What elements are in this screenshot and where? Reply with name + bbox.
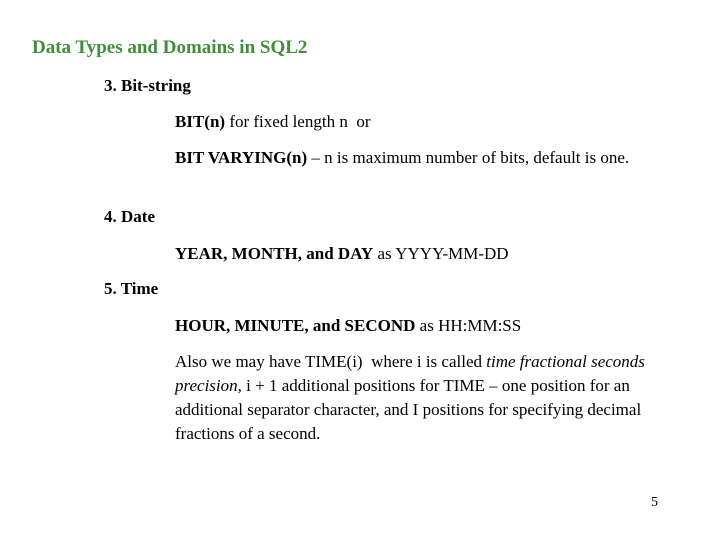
bit-fixed-line <box>175 110 670 134</box>
date-as: as <box>373 244 396 263</box>
time-heading: 5. Time <box>104 279 159 298</box>
date-format-line <box>175 242 670 266</box>
time-precision-term: time fractional seconds precision, <box>175 352 645 395</box>
page-number: 5 <box>651 495 658 510</box>
time-format-line <box>175 314 670 338</box>
date-heading: 4. Date <box>104 207 155 226</box>
bit-fixed-code: BIT(n) <box>175 112 226 131</box>
bit-fixed-text: for fixed length n or <box>225 112 371 131</box>
slide-title: Data Types and Domains in SQL2 <box>32 37 308 58</box>
bit-varying-code: BIT VARYING(n) <box>175 148 308 167</box>
time-as: as <box>415 316 439 335</box>
bit-varying-text: – n is maximum number of bits, default is one. <box>307 148 630 167</box>
date-format: YYYY-MM-DD <box>395 244 509 263</box>
time-precision-paragraph <box>175 350 670 446</box>
time-precision-text-2: i + 1 additional positions for TIME – one position for an additional separator character, and I positions for specifying decimal fractions of a second. <box>175 376 642 443</box>
date-components: YEAR, MONTH, and DAY <box>175 244 374 263</box>
bit-varying-line <box>175 146 670 170</box>
bitstring-heading: 3. Bit-string <box>104 76 191 95</box>
time-precision-text-1: Also we may have TIME(i) where i is called <box>175 352 487 371</box>
time-format: HH:MM:SS <box>438 316 522 335</box>
time-components: HOUR, MINUTE, and SECOND <box>175 316 416 335</box>
